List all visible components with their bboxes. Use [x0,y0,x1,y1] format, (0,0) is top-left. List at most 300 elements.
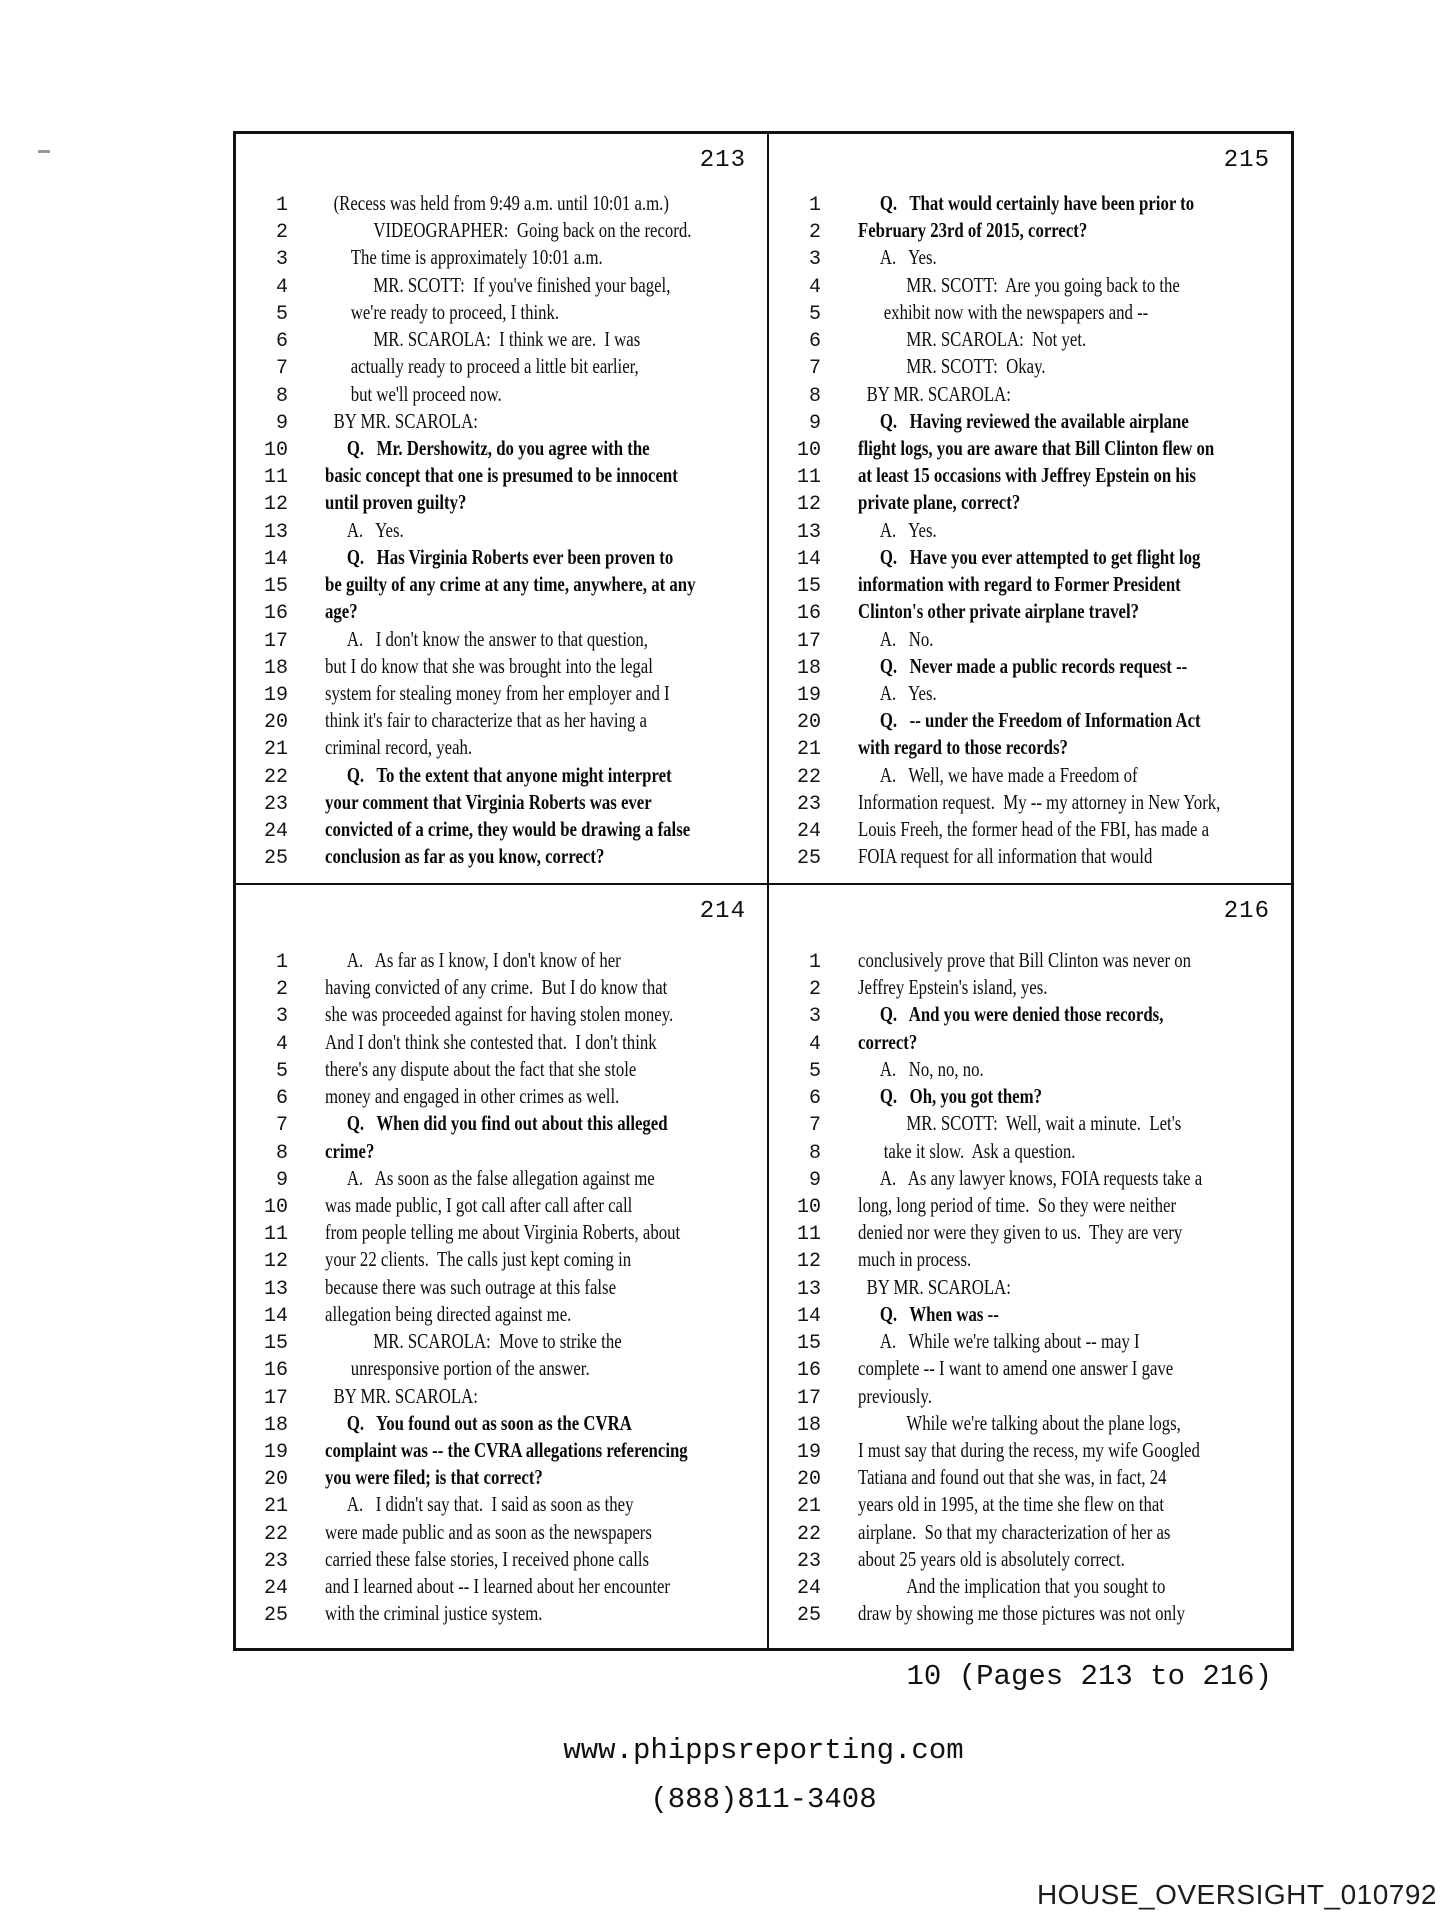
line-number: 8 [808,1141,821,1165]
line-number: 18 [263,1413,288,1437]
line-number: 12 [263,1250,288,1274]
transcript-line [236,762,767,789]
line-text: MR. SCOTT: Are you going back to the [906,272,1180,297]
line-text: airplane. So that my characterization of her as [858,1519,1171,1544]
line-number: 18 [796,1413,821,1437]
line-number: 18 [263,656,288,680]
transcript-line [236,843,767,870]
line-number: 24 [796,1577,821,1601]
transcript-line [236,626,767,653]
line-text: A. As any lawyer knows, FOIA requests take a [879,1165,1203,1190]
line-text: A. As soon as the false allegation against me [346,1165,655,1190]
line-number: 20 [263,711,288,735]
line-text: A. As far as I know, I don't know of her [346,948,621,972]
line-number: 21 [796,1495,821,1519]
line-text: VIDEOGRAPHER: Going back on the record. [373,218,692,243]
line-text: carried these false stories, I received phone calls [325,1546,650,1571]
line-text: Louis Freeh, the former head of the FBI, has made a [858,817,1210,842]
line-number: 17 [796,629,821,653]
line-number: 6 [275,1087,288,1111]
transcript-line [236,1546,767,1573]
line-number: 11 [796,466,821,490]
line-text: much in process. [858,1247,972,1272]
line-number: 2 [275,221,288,245]
line-text: unresponsive portion of the answer. [350,1356,590,1381]
line-text: MR. SCAROLA: Move to strike the [373,1329,622,1354]
line-text: there's any dispute about the fact that she stole [325,1056,637,1081]
line-text: basic concept that one is presumed to be innocent [325,463,678,488]
line-number: 13 [796,520,821,544]
transcript-line [769,789,1291,816]
line-number: 3 [808,248,821,272]
line-number: 11 [796,1223,821,1247]
line-number: 12 [263,493,288,517]
line-number: 3 [808,1005,821,1029]
transcript-line [236,1029,767,1056]
line-number: 15 [263,575,288,599]
transcript-line [236,1001,767,1028]
line-text: A. I don't know the answer to that question, [346,626,648,651]
transcript-line [236,1355,767,1382]
line-number: 5 [808,302,821,326]
line-number: 8 [275,384,288,408]
transcript-line [769,626,1291,653]
line-text: MR. SCAROLA: Not yet. [906,327,1087,352]
line-number: 10 [263,438,288,462]
transcript-line [769,1001,1291,1028]
line-number: 25 [263,847,288,871]
line-text: information with regard to Former President [858,572,1181,597]
line-text: but I do know that she was brought into the legal [325,653,653,678]
transcript-line [236,734,767,761]
line-number: 12 [796,493,821,517]
line-text: Q. Oh, you got them? [879,1084,1042,1109]
line-text: I must say that during the recess, my wife Googled [858,1437,1200,1462]
line-text: draw by showing me those pictures was not only [858,1601,1185,1626]
line-number: 1 [275,951,288,974]
line-text: A. Yes. [879,680,937,705]
line-text: FOIA request for all information that would [858,844,1153,869]
transcript-line [769,707,1291,734]
line-text: from people telling me about Virginia Roberts, about [325,1220,681,1245]
transcript-line [769,1491,1291,1518]
line-text: denied nor were they given to us. They are very [858,1220,1183,1245]
line-number: 8 [275,1141,288,1165]
transcript-line [236,1328,767,1355]
transcript-line [769,1110,1291,1137]
transcript-line [236,244,767,271]
line-number: 1 [808,194,821,217]
line-number: 7 [275,357,288,381]
line-number: 17 [263,629,288,653]
line-number: 21 [263,738,288,762]
line-text: your 22 clients. The calls just kept coming in [325,1247,632,1272]
transcript-lines [769,947,1291,1627]
line-text: complaint was -- the CVRA allegations referencing [325,1437,688,1462]
transcript-line [236,1246,767,1273]
line-text: was made public, I got call after call after call [325,1192,633,1217]
line-number: 3 [275,248,288,272]
scan-artifact [38,150,50,153]
line-number: 7 [808,1114,821,1138]
line-number: 4 [808,275,821,299]
transcript-line [236,408,767,435]
line-number: 23 [796,792,821,816]
transcript-line [769,1410,1291,1437]
transcript-line [769,1138,1291,1165]
line-text: MR. SCOTT: If you've finished your bagel, [373,272,671,297]
line-text: complete -- I want to amend one answer I gave [858,1356,1174,1381]
line-number: 9 [808,1168,821,1192]
line-text: Q. That would certainly have been prior to [879,191,1195,215]
line-number: 1 [808,951,821,974]
line-number: 21 [796,738,821,762]
line-number: 14 [796,1304,821,1328]
line-number: 11 [263,466,288,490]
line-number: 15 [263,1332,288,1356]
transcript-line [236,1192,767,1219]
line-text: Q. Has Virginia Roberts ever been proven to [346,544,674,569]
line-number: 25 [796,1604,821,1628]
transcript-line [769,435,1291,462]
transcript-line [236,217,767,244]
transcript-line [769,947,1291,974]
transcript-line [769,734,1291,761]
transcript-line [769,1301,1291,1328]
line-text: While we're talking about the plane logs, [906,1410,1181,1435]
transcript-line [769,974,1291,1001]
line-text: A. While we're talking about -- may I [879,1329,1140,1354]
line-number: 14 [263,1304,288,1328]
line-text: Q. And you were denied those records, [879,1002,1164,1027]
transcript-line [769,272,1291,299]
line-number: 22 [263,1522,288,1546]
transcript-line [236,974,767,1001]
line-text: Q. Never made a public records request -- [879,653,1188,678]
line-text: conclusion as far as you know, correct? [325,844,605,869]
transcript-line [769,1600,1291,1627]
line-number: 6 [275,330,288,354]
transcript-line [236,435,767,462]
line-text: allegation being directed against me. [325,1301,572,1326]
line-text: correct? [858,1029,918,1054]
line-text: February 23rd of 2015, correct? [858,218,1088,243]
line-text: BY MR. SCAROLA: [866,1274,1011,1299]
line-number: 15 [796,1332,821,1356]
line-text: until proven guilty? [325,490,467,515]
line-number: 9 [275,411,288,435]
line-text: Q. When did you find out about this alleged [346,1111,668,1136]
line-number: 16 [796,602,821,626]
line-text: A. Well, we have made a Freedom of [879,762,1138,787]
transcript-line [769,544,1291,571]
transcript-line [769,1192,1291,1219]
line-text: money and engaged in other crimes as well. [325,1084,620,1109]
transcript-line [236,1410,767,1437]
line-number: 13 [263,1277,288,1301]
line-text: age? [325,599,358,624]
line-number: 17 [263,1386,288,1410]
line-text: Q. You found out as soon as the CVRA [346,1410,632,1435]
line-number: 5 [808,1059,821,1083]
transcript-line [236,947,767,974]
page-range-footer: 10 (Pages 213 to 216) [906,1660,1272,1693]
reporting-website: www.phippsreporting.com [563,1734,964,1767]
line-text: she was proceeded against for having stolen money. [325,1002,674,1027]
transcript-line [769,1246,1291,1273]
line-text: convicted of a crime, they would be drawing a false [325,817,691,842]
line-number: 18 [796,656,821,680]
reporting-phone: (888)811-3408 [650,1783,877,1816]
line-number: 2 [275,978,288,1002]
transcript-line [769,1383,1291,1410]
transcript-line [769,1029,1291,1056]
transcript-line [236,544,767,571]
line-number: 23 [796,1549,821,1573]
transcript-line [236,1519,767,1546]
line-number: 21 [263,1495,288,1519]
transcript-line [769,1274,1291,1301]
page-number: 216 [1223,898,1270,925]
line-number: 22 [796,765,821,789]
line-number: 25 [263,1604,288,1628]
transcript-line [769,462,1291,489]
transcript-line [769,598,1291,625]
transcript-line [769,1165,1291,1192]
line-number: 22 [263,765,288,789]
transcript-line [769,762,1291,789]
transcript-line [769,816,1291,843]
line-text: A. I didn't say that. I said as soon as they [346,1492,634,1517]
line-text: A. No, no, no. [879,1056,984,1081]
transcript-line [769,244,1291,271]
transcript-line [769,1464,1291,1491]
line-text: flight logs, you are aware that Bill Clinton flew on [858,435,1215,460]
transcript-line [236,299,767,326]
transcript-line [769,843,1291,870]
transcript-line [769,217,1291,244]
transcript-line [236,1138,767,1165]
line-text: Q. To the extent that anyone might interpret [346,762,672,787]
line-text: Clinton's other private airplane travel? [858,599,1140,624]
line-number: 10 [796,1195,821,1219]
line-text: think it's fair to characterize that as her having a [325,708,647,733]
transcript-line [236,1301,767,1328]
line-number: 25 [796,847,821,871]
page-number: 215 [1223,147,1270,174]
transcript-line [236,1056,767,1083]
line-number: 13 [796,1277,821,1301]
transcript-lines [236,947,767,1627]
line-number: 3 [275,1005,288,1029]
line-number: 2 [808,221,821,245]
transcript-line [236,326,767,353]
line-text: but we'll proceed now. [350,381,502,406]
transcript-line [236,190,767,217]
line-text: (Recess was held from 9:49 a.m. until 10:01 a.m.) [333,191,669,215]
page-number: 213 [699,147,746,174]
line-text: long, long period of time. So they were neither [858,1192,1177,1217]
transcript-line [236,816,767,843]
line-text: Q. Have you ever attempted to get flight log [879,544,1201,569]
line-text: A. No. [879,626,934,651]
line-text: MR. SCOTT: Well, wait a minute. Let's [906,1111,1182,1136]
line-number: 5 [275,302,288,326]
line-number: 6 [808,330,821,354]
line-number: 22 [796,1522,821,1546]
transcript-line [769,1083,1291,1110]
line-number: 11 [263,1223,288,1247]
transcript-line [236,1383,767,1410]
line-number: 16 [796,1359,821,1383]
transcript-line [236,381,767,408]
line-text: A. Yes. [879,517,937,542]
line-text: A. Yes. [879,245,937,270]
transcript-line [769,326,1291,353]
transcript-line [236,1491,767,1518]
line-number: 19 [263,1440,288,1464]
line-text: private plane, correct? [858,490,1021,515]
line-number: 20 [796,711,821,735]
line-number: 13 [263,520,288,544]
line-number: 12 [796,1250,821,1274]
transcript-line [236,489,767,516]
line-number: 23 [263,792,288,816]
line-text: be guilty of any crime at any time, anywhere, at any [325,572,696,597]
line-number: 6 [808,1087,821,1111]
transcript-line [769,299,1291,326]
line-text: And the implication that you sought to [906,1574,1166,1599]
transcript-page-213 [236,134,769,885]
transcript-line [236,1083,767,1110]
transcript-line [769,408,1291,435]
line-number: 9 [808,411,821,435]
page-number: 214 [699,898,746,925]
line-number: 14 [263,547,288,571]
line-number: 16 [263,602,288,626]
line-number: 10 [796,438,821,462]
line-text: conclusively prove that Bill Clinton was never on [858,948,1192,972]
transcript-line [236,653,767,680]
transcript-line [769,680,1291,707]
transcript-line [236,680,767,707]
transcript-line [769,1219,1291,1246]
transcript-line [236,1110,767,1137]
line-text: Q. Having reviewed the available airplane [879,408,1189,433]
transcript-page-214 [236,885,769,1648]
line-text: were made public and as soon as the newspapers [325,1519,652,1544]
line-text: about 25 years old is absolutely correct. [858,1546,1125,1571]
transcript-line [236,707,767,734]
line-number: 4 [808,1032,821,1056]
line-number: 19 [263,683,288,707]
transcript-page-216 [769,885,1291,1648]
line-text: BY MR. SCAROLA: [866,381,1011,406]
transcript-line [769,517,1291,544]
transcript-line [769,1355,1291,1382]
line-text: criminal record, yeah. [325,735,473,760]
line-text: And I don't think she contested that. I don't think [325,1029,657,1054]
line-text: because there was such outrage at this false [325,1274,617,1299]
line-text: The time is approximately 10:01 a.m. [350,245,603,270]
transcript-line [769,381,1291,408]
line-number: 16 [263,1359,288,1383]
line-number: 19 [796,683,821,707]
line-text: MR. SCOTT: Okay. [906,354,1046,379]
transcript-line [236,1219,767,1246]
transcript-line [236,353,767,380]
line-text: and I learned about -- I learned about her encounter [325,1574,671,1599]
line-text: BY MR. SCAROLA: [333,408,478,433]
line-number: 4 [275,1032,288,1056]
transcript-line [236,1600,767,1627]
line-text: we're ready to proceed, I think. [350,299,560,324]
transcript-line [236,272,767,299]
line-number: 20 [263,1468,288,1492]
transcript-line [236,789,767,816]
line-text: Q. Mr. Dershowitz, do you agree with the [346,435,650,460]
transcript-line [236,1573,767,1600]
line-text: Information request. My -- my attorney in New York, [858,789,1221,814]
transcript-line [236,1165,767,1192]
transcript-line [236,598,767,625]
line-text: Jeffrey Epstein's island, yes. [858,975,1048,1000]
transcript-line [236,517,767,544]
transcript-line [236,1464,767,1491]
line-text: you were filed; is that correct? [325,1465,543,1490]
transcript-line [769,489,1291,516]
line-text: with the criminal justice system. [325,1601,543,1626]
line-text: previously. [858,1383,932,1408]
line-number: 24 [263,820,288,844]
line-text: MR. SCAROLA: I think we are. I was [373,327,641,352]
line-number: 17 [796,1386,821,1410]
line-number: 10 [263,1195,288,1219]
line-number: 20 [796,1468,821,1492]
line-text: take it slow. Ask a question. [883,1138,1076,1163]
line-text: crime? [325,1138,375,1163]
transcript-line [769,353,1291,380]
line-text: Q. When was -- [879,1301,999,1326]
line-text: Q. -- under the Freedom of Information Act [879,708,1201,733]
transcript-line [236,462,767,489]
line-text: Tatiana and found out that she was, in fact, 24 [858,1465,1167,1490]
transcript-line [769,1437,1291,1464]
line-text: your comment that Virginia Roberts was ever [325,789,652,814]
line-text: with regard to those records? [858,735,1068,760]
line-number: 15 [796,575,821,599]
line-number: 7 [808,357,821,381]
line-text: A. Yes. [346,517,404,542]
line-number: 19 [796,1440,821,1464]
line-number: 9 [275,1168,288,1192]
reporting-contact [233,1726,1294,1824]
line-text: years old in 1995, at the time she flew on that [858,1492,1164,1517]
line-number: 1 [275,194,288,217]
line-text: having convicted of any crime. But I do know that [325,975,668,1000]
transcript-line [769,1573,1291,1600]
line-number: 24 [796,820,821,844]
line-text: BY MR. SCAROLA: [333,1383,478,1408]
line-number: 14 [796,547,821,571]
transcript-grid [233,131,1294,1651]
transcript-line [236,1437,767,1464]
line-number: 4 [275,275,288,299]
transcript-line [769,190,1291,217]
transcript-lines [769,190,1291,870]
transcript-line [769,1056,1291,1083]
line-text: system for stealing money from her employer and I [325,680,670,705]
